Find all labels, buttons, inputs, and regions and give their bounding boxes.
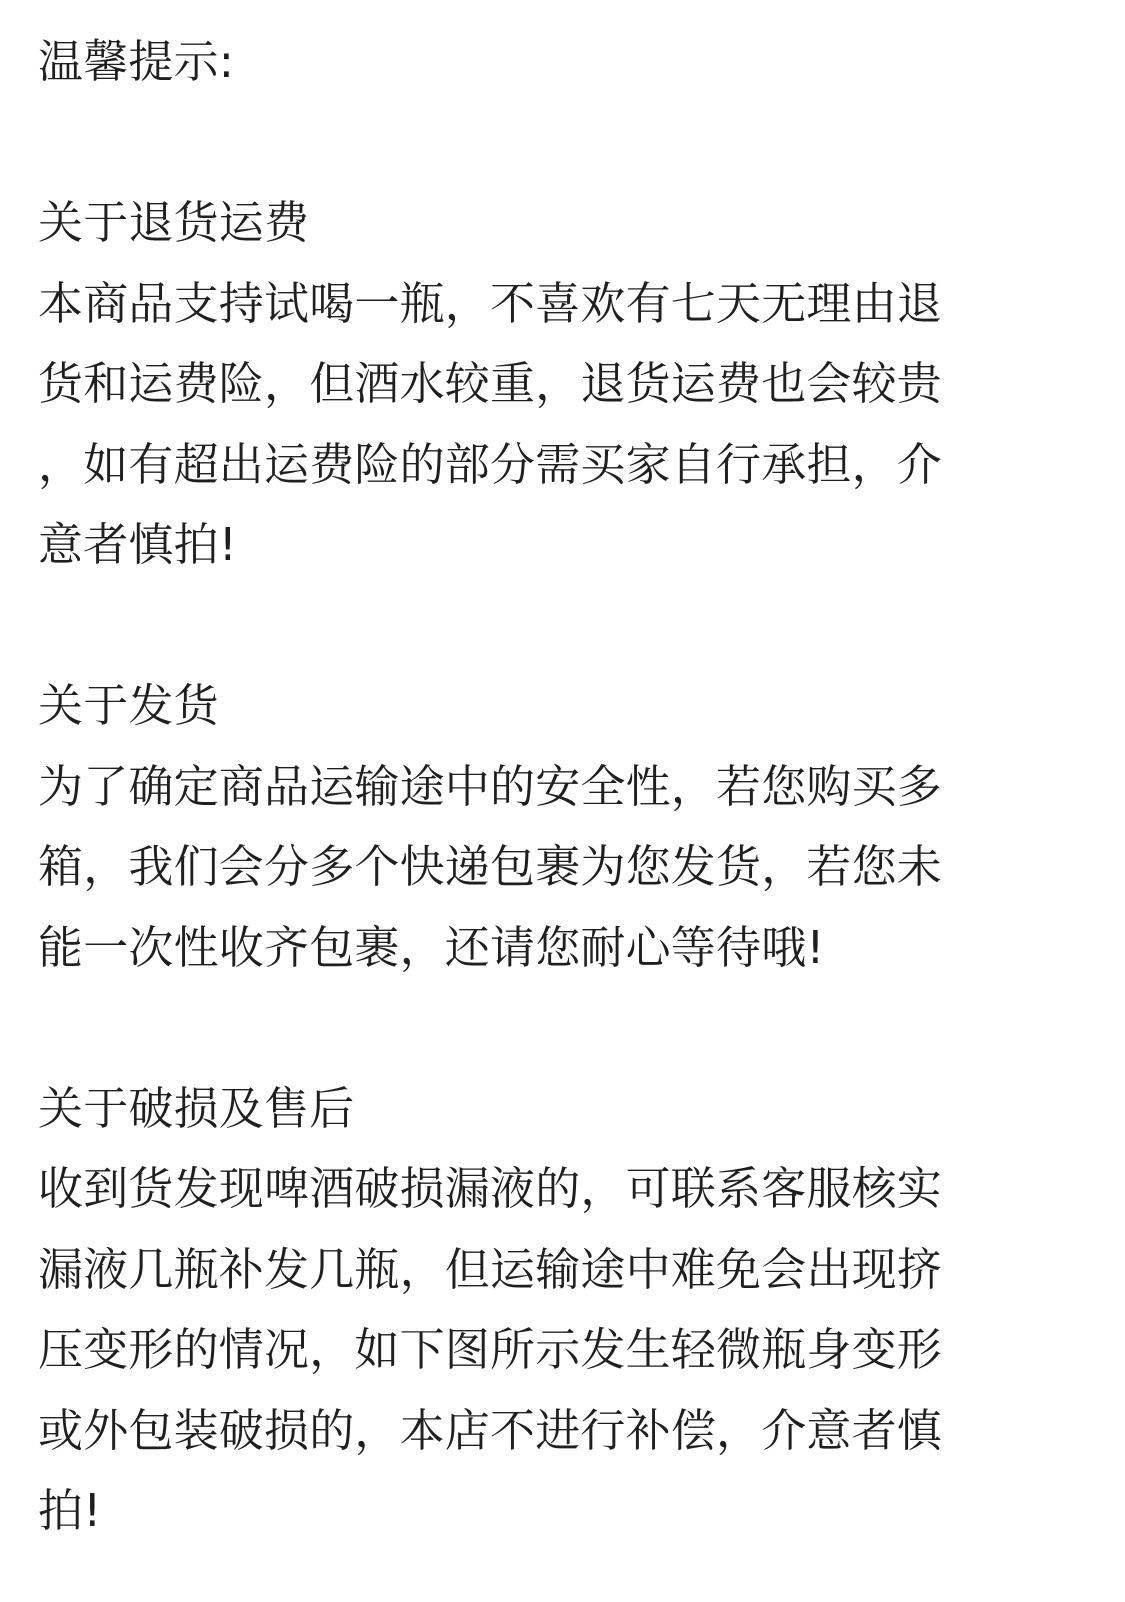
notice-title: 温馨提示: (38, 35, 235, 88)
paragraph-line: 压变形的情况，如下图所示发生轻微瓶身变形 (38, 1323, 943, 1376)
section-shipping (38, 666, 1043, 988)
spacer (38, 586, 1043, 667)
paragraph-line: 收到货发现啤酒破损漏液的，可联系客服核实 (38, 1162, 943, 1215)
section-heading: 关于破损及售后 (38, 1081, 355, 1135)
paragraph-line: 漏液几瓶补发几瓶，但运输途中难免会出现挤 (38, 1242, 943, 1296)
paragraph-line: 本商品支持试喝一瓶，不喜欢有七天无理由退 (38, 276, 943, 330)
paragraph-line: 或外包装破损的，本店不进行补偿，介意者慎 (38, 1403, 943, 1457)
paragraph-line: 拍! (38, 1484, 102, 1537)
paragraph-line: 为了确定商品运输途中的安全性，若您购买多 (38, 759, 943, 813)
paragraph-line: 货和运费险，但酒水较重，退货运费也会较贵 (38, 357, 943, 410)
section-heading: 关于发货 (38, 679, 219, 732)
paragraph-line: 能一次性收齐包裹，还请您耐心等待哦! (38, 920, 825, 974)
paragraph-line: 意者慎拍! (38, 518, 238, 571)
notice-document (38, 22, 1043, 1552)
paragraph-line: 箱，我们会分多个快递包裹为您发货，若您未 (38, 840, 943, 893)
section-damage-after-sales (38, 1069, 1043, 1552)
spacer (38, 988, 1043, 1069)
section-return-shipping (38, 183, 1043, 586)
section-heading: 关于退货运费 (38, 196, 310, 249)
spacer (38, 103, 1043, 184)
paragraph-line: ，如有超出运费险的部分需买家自行承担，介 (38, 437, 943, 491)
